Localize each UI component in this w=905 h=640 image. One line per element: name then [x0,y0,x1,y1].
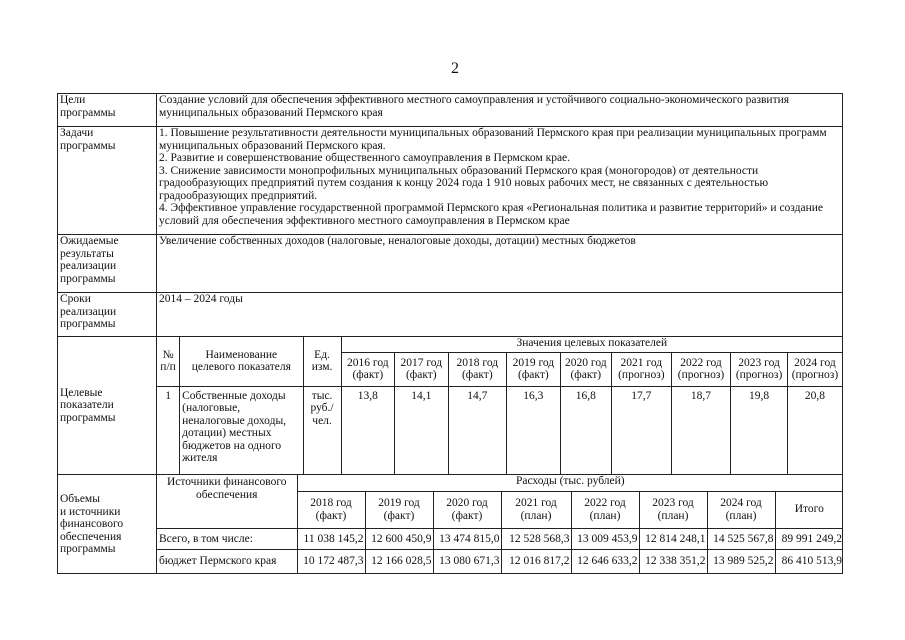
fin-year-2022: 2022 год (план) [571,491,639,528]
total-2019: 12 600 450,9 [365,528,433,549]
terms-row [58,293,843,337]
task-item-4: 4. Эффективное управление государственной программой Пермского края «Региональная политика и развитие территорий» и создание условий для обеспечения эффективного местного самоуправления в Пермском крае [159,202,823,227]
tasks-list [157,127,843,235]
indicators-cell [157,337,843,475]
regional-2024: 13 989 525,2 [707,550,775,573]
year-2016: 2016 год (факт) [341,352,394,386]
source-total: Всего, в том числе: [157,528,297,549]
regional-sum: 86 410 513,9 [775,550,843,573]
total-sum: 89 991 249,2 [775,528,843,549]
total-2024: 14 525 567,8 [707,528,775,549]
indicator-name: Собственные доходы (налоговые, неналоговые доходы, дотации) местных бюджетов на одного жителя [180,386,303,474]
finance-row [58,475,843,574]
finance-row-regional [157,550,843,573]
passport-table [57,93,843,574]
indicator-unit: тыс. руб./ чел. [303,386,341,474]
regional-2023: 12 338 351,2 [639,550,707,573]
fin-year-2018: 2018 год (факт) [297,491,365,528]
value-2020: 16,8 [560,386,611,474]
finance-label: Объемы и источники финансового обеспечения программы [58,475,157,574]
year-2018: 2018 год (факт) [448,352,507,386]
fin-year-2020: 2020 год (факт) [433,491,501,528]
year-2024: 2024 год (прогноз) [787,352,842,386]
goals-row [58,94,843,127]
value-2023: 19,8 [731,386,788,474]
value-2024: 20,8 [787,386,842,474]
indicator-row [157,386,842,474]
indicators-row [58,337,843,475]
total-2018: 11 038 145,2 [297,528,365,549]
finance-row-total [157,528,843,549]
col-name: Наименование целевого показателя [180,337,303,386]
fin-total-header: Итого [775,491,843,528]
value-2017: 14,1 [395,386,448,474]
year-2019: 2019 год (факт) [507,352,560,386]
year-2021: 2021 год (прогноз) [612,352,672,386]
finance-cell [157,475,843,574]
tasks-label: Задачи программы [58,127,157,235]
value-2018: 14,7 [448,386,507,474]
regional-2021: 12 016 817,2 [501,550,571,573]
regional-2018: 10 172 487,3 [297,550,365,573]
results-label: Ожидаемые результаты реализации программы [58,235,157,293]
regional-2020: 13 080 671,3 [433,550,501,573]
col-sources: Источники финансового обеспечения [157,475,297,528]
goals-text: Создание условий для обеспечения эффективного местного самоуправления и устойчивого социально-экономического развития муниципальных образований Пермского края [157,94,843,127]
total-2023: 12 814 248,1 [639,528,707,549]
col-num: № п/п [157,337,180,386]
fin-year-2024: 2024 год (план) [707,491,775,528]
results-row [58,235,843,293]
col-unit: Ед. изм. [303,337,341,386]
value-2021: 17,7 [612,386,672,474]
regional-2022: 12 646 633,2 [571,550,639,573]
value-2019: 16,3 [507,386,560,474]
finance-table [157,475,843,573]
total-2022: 13 009 453,9 [571,528,639,549]
year-2020: 2020 год (факт) [560,352,611,386]
year-2017: 2017 год (факт) [395,352,448,386]
indicator-num: 1 [157,386,180,474]
task-item-2: 2. Развитие и совершенствование общественного самоуправления в Пермском крае. [159,152,571,164]
task-item-3: 3. Снижение зависимости монопрофильных муниципальных образований Пермского края (моногородов) от деятельности градообразующих предприятий путем создания к концу 2024 года 1 910 новых рабочих мест, не связанных с деятельностью градообразующих предприятий. [159,164,769,202]
total-2021: 12 528 568,3 [501,528,571,549]
indicators-label: Целевые показатели программы [58,337,157,475]
page-number: 2 [451,60,459,77]
fin-year-2021: 2021 год (план) [501,491,571,528]
tasks-row [58,127,843,235]
source-regional: бюджет Пермского края [157,550,297,573]
value-2016: 13,8 [341,386,394,474]
terms-label: Сроки реализации программы [58,293,157,337]
regional-2019: 12 166 028,5 [365,550,433,573]
indicators-table [157,337,842,474]
total-2020: 13 474 815,0 [433,528,501,549]
value-2022: 18,7 [671,386,731,474]
goals-label: Цели программы [58,94,157,127]
terms-text: 2014 – 2024 годы [157,293,843,337]
year-2022: 2022 год (прогноз) [671,352,731,386]
year-2023: 2023 год (прогноз) [731,352,788,386]
values-header: Значения целевых показателей [341,337,842,352]
fin-year-2019: 2019 год (факт) [365,491,433,528]
results-text: Увеличение собственных доходов (налоговые, неналоговые доходы, дотации) местных бюджетов [157,235,843,293]
fin-year-2023: 2023 год (план) [639,491,707,528]
task-item-1: 1. Повышение результативности деятельности муниципальных образований Пермского края при реализации муниципальных программ муниципальных образований Пермского края. [159,127,827,152]
expenses-header: Расходы (тыс. рублей) [297,475,843,491]
